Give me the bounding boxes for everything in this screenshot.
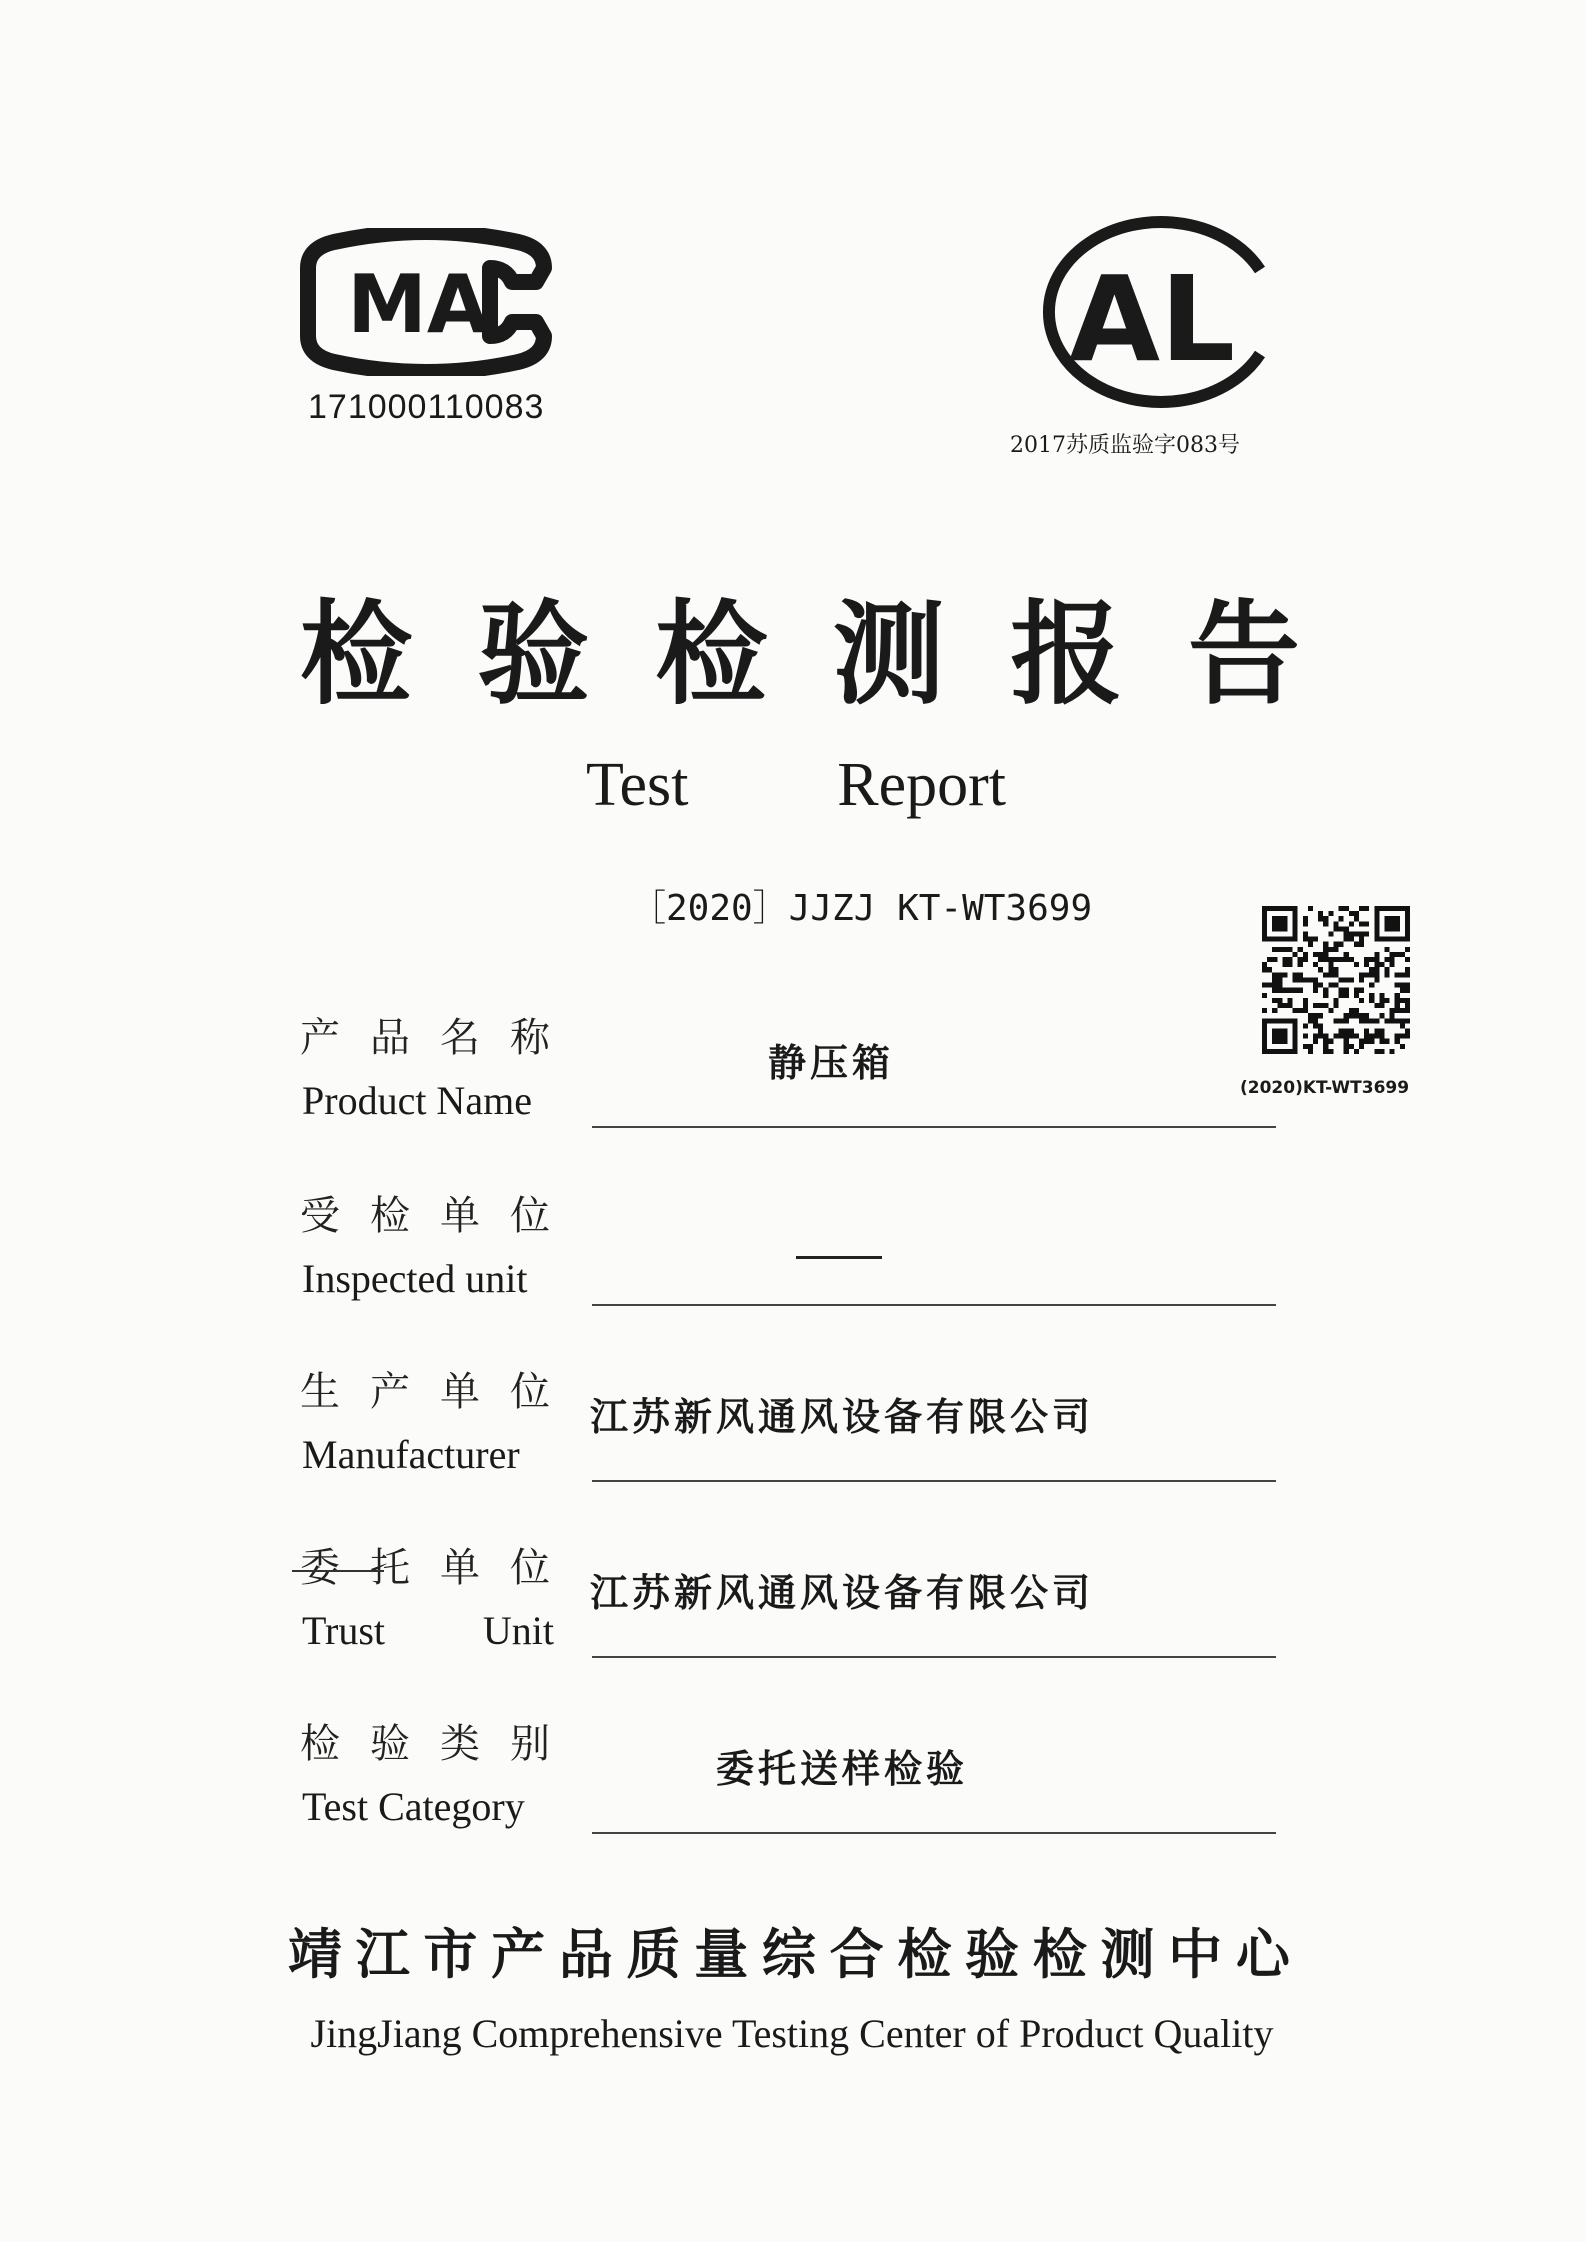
field-trust-unit: [300, 1542, 1280, 1692]
label-char: 单: [440, 1193, 480, 1239]
field-product-name: [300, 1012, 1280, 1162]
cma-logo-text: MA: [347, 258, 489, 351]
label-char: 单: [440, 1369, 480, 1415]
label-strike-mark: [292, 1570, 384, 1572]
label-char: 检: [370, 1193, 410, 1239]
label-char: 验: [370, 1721, 410, 1767]
issuer-char: 产: [491, 1923, 546, 1986]
title-chinese: [300, 590, 1300, 720]
label-char: 位: [510, 1545, 550, 1591]
issuer-char: 综: [761, 1923, 816, 1986]
field-inspected-unit: [300, 1190, 1280, 1340]
label-word: Trust: [302, 1608, 386, 1653]
issuer-char: 合: [829, 1923, 884, 1986]
issuer-char: 江: [355, 1923, 410, 1986]
field-test-category: [300, 1718, 1280, 1868]
label-char: 单: [440, 1545, 480, 1591]
issuer-char: 市: [423, 1923, 478, 1986]
title-char: 验: [477, 590, 590, 720]
field-underline: [592, 1480, 1276, 1482]
label-char: 称: [510, 1015, 550, 1061]
label-char: 别: [510, 1721, 550, 1767]
label-word: Unit: [482, 1608, 554, 1653]
issuer-char: 检: [897, 1923, 952, 1986]
field-label-en: Manufacturer: [302, 1432, 520, 1477]
field-underline: [592, 1656, 1276, 1658]
title-english: [586, 748, 1006, 822]
label-char: 位: [510, 1369, 550, 1415]
title-word: Test: [586, 751, 689, 819]
field-underline: [592, 1304, 1276, 1306]
field-label-cn: [300, 1366, 550, 1418]
field-label-en: [302, 1606, 554, 1656]
field-value: 江苏新风通风设备有限公司: [590, 1571, 1095, 1615]
label-char: 检: [300, 1721, 340, 1767]
field-manufacturer: [300, 1366, 1280, 1516]
label-char: 产: [300, 1015, 340, 1061]
label-char: 名: [440, 1015, 480, 1061]
cma-certificate-number: 171000110083: [308, 388, 545, 426]
field-value: 委托送样检验: [716, 1747, 969, 1791]
field-label-en: Inspected unit: [302, 1256, 528, 1301]
issuer-char: 检: [1032, 1923, 1087, 1986]
label-char: 类: [440, 1721, 480, 1767]
title-char: 测: [832, 590, 945, 720]
issuer-char: 质: [626, 1923, 681, 1986]
label-char: 品: [370, 1015, 410, 1061]
issuer-char: 中: [1168, 1923, 1223, 1986]
label-char: 生: [300, 1369, 340, 1415]
label-char: 位: [510, 1193, 550, 1239]
label-char: 委: [300, 1545, 340, 1591]
label-char: 托: [370, 1545, 410, 1591]
report-number: ［2020］JJZJ KT-WT3699: [630, 888, 1093, 929]
issuer-name-chinese: [288, 1920, 1290, 1990]
title-char: 检: [300, 590, 412, 720]
label-char: 产: [370, 1369, 410, 1415]
cal-logo-text: AL: [1068, 250, 1236, 388]
field-underline: [592, 1832, 1276, 1834]
cma-logo: [300, 228, 552, 376]
field-value: 静压箱: [768, 1041, 895, 1085]
qr-code-icon: [1262, 902, 1410, 1058]
field-value: 江苏新风通风设备有限公司: [590, 1395, 1095, 1439]
issuer-char: 靖: [288, 1923, 342, 1986]
label-char: 受: [300, 1193, 340, 1239]
field-label-cn: [300, 1190, 550, 1242]
field-label-en: Test Category: [302, 1784, 525, 1829]
issuer-char: 心: [1235, 1923, 1290, 1986]
field-underline: [592, 1126, 1276, 1128]
field-label-cn: [300, 1542, 550, 1594]
cal-logo: [1024, 212, 1286, 412]
cal-certificate-number: 2017苏质监验字083号: [1010, 433, 1240, 458]
title-char: 告: [1187, 590, 1300, 720]
issuer-char: 测: [1100, 1923, 1155, 1986]
qr-caption: (2020)KT-WT3699: [1240, 1078, 1410, 1098]
issuer-name-english: JingJiang Comprehensive Testing Center of Product Quality: [310, 2011, 1274, 2056]
title-char: 检: [655, 590, 768, 720]
title-word: Report: [837, 751, 1006, 819]
field-label-en: Product Name: [302, 1078, 532, 1123]
issuer-char: 量: [694, 1923, 749, 1986]
issuer-char: 品: [558, 1923, 613, 1986]
field-label-cn: [300, 1012, 550, 1064]
title-char: 报: [1010, 590, 1123, 720]
field-value-empty-dash: [796, 1256, 882, 1259]
issuer-char: 验: [965, 1923, 1020, 1986]
field-label-cn: [300, 1718, 550, 1770]
